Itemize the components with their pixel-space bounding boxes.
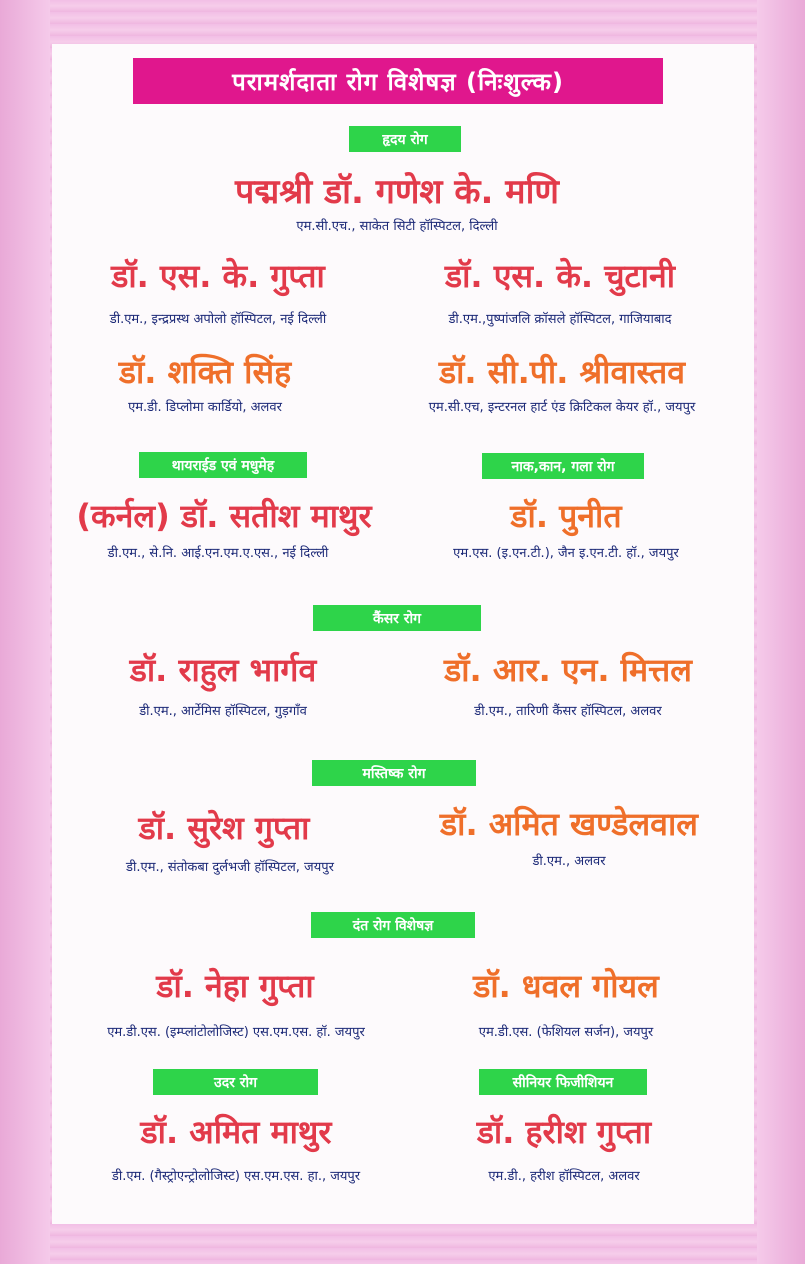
left-border	[0, 0, 50, 1264]
doctor-detail: एम.सी.एच., साकेत सिटी हॉस्पिटल, दिल्ली	[296, 219, 498, 234]
section-cancer-label: कैंसर रोग	[313, 605, 481, 631]
doctor-name: (कर्नल) डॉ. सतीश माथुर	[76, 497, 372, 535]
doctor-name: डॉ. राहुल भार्गव	[129, 651, 317, 689]
doctor-name: डॉ. सुरेश गुप्ता	[138, 809, 310, 847]
section-dental-label: दंत रोग विशेषज्ञ	[311, 912, 475, 938]
section-thyroid-label: थायराईड एवं मधुमेह	[139, 452, 307, 478]
doctor-detail: डी.एम., अलवर	[532, 854, 606, 869]
doctor-name: डॉ. नेहा गुप्ता	[156, 967, 314, 1005]
doctor-name: डॉ. हरीश गुप्ता	[476, 1113, 652, 1151]
doctor-detail: एम.सी.एच, इन्टरनल हार्ट एंड क्रिटिकल केयर हॉ., जयपुर	[428, 400, 696, 415]
doctor-name: डॉ. पुनीत	[510, 497, 622, 535]
doctor-name: डॉ. सी.पी. श्रीवास्तव	[438, 353, 686, 391]
right-border	[757, 0, 805, 1264]
doctor-name: डॉ. शक्ति सिंह	[118, 353, 292, 391]
doctor-detail: एम.डी. डिप्लोमा कार्डियो, अलवर	[128, 400, 282, 415]
doctor-detail: एम.एस. (इ.एन.टी.), जैन इ.एन.टी. हॉ., जयपुर	[453, 546, 679, 561]
section-stomach-label: उदर रोग	[153, 1069, 318, 1095]
section-heart-label: हृदय रोग	[349, 126, 461, 152]
doctor-name: डॉ. एस. के. चुटानी	[445, 257, 675, 295]
doctor-detail: डी.एम., से.नि. आई.एन.एम.ए.एस., नई दिल्ली	[107, 546, 329, 561]
doctor-name: डॉ. अमित खण्डेलवाल	[440, 805, 698, 843]
doctor-detail: डी.एम., इन्द्रप्रस्थ अपोलो हॉस्पिटल, नई दिल्ली	[109, 312, 327, 327]
doctor-name: पद्मश्री डॉ. गणेश के. मणि	[235, 172, 559, 212]
doctor-detail: डी.एम. (गैस्ट्रोएन्ट्रोलोजिस्ट) एस.एम.एस. हा., जयपुर	[111, 1169, 361, 1184]
poster-title: परामर्शदाता रोग विशेषज्ञ (निःशुल्क)	[133, 58, 663, 104]
doctor-name: डॉ. आर. एन. मित्तल	[444, 651, 692, 689]
section-physician-label: सीनियर फिजीशियन	[479, 1069, 647, 1095]
doctor-detail: डी.एम., आर्टेमिस हॉस्पिटल, गुड़गाँव	[139, 704, 307, 719]
doctor-name: डॉ. एस. के. गुप्ता	[111, 257, 325, 295]
doctor-detail: एम.डी.एस. (इम्प्लांटोलोजिस्ट) एस.एम.एस. हॉ. जयपुर	[107, 1025, 365, 1040]
doctor-detail: डी.एम., संतोकबा दुर्लभजी हॉस्पिटल, जयपुर	[126, 860, 334, 875]
doctor-detail: एम.डी.एस. (फेशियल सर्जन), जयपुर	[478, 1025, 654, 1040]
section-ent-label: नाक,कान, गला रोग	[482, 453, 644, 479]
doctor-name: डॉ. धवल गोयल	[473, 967, 659, 1005]
section-brain-label: मस्तिष्क रोग	[312, 760, 476, 786]
doctor-detail: डी.एम.,पुष्पांजलि क्रॉसले हॉस्पिटल, गाजियाबाद	[448, 312, 672, 327]
doctor-detail: डी.एम., तारिणी कैंसर हॉस्पिटल, अलवर	[474, 704, 662, 719]
doctor-detail: एम.डी., हरीश हॉस्पिटल, अलवर	[488, 1169, 640, 1184]
doctor-name: डॉ. अमित माथुर	[140, 1113, 332, 1151]
